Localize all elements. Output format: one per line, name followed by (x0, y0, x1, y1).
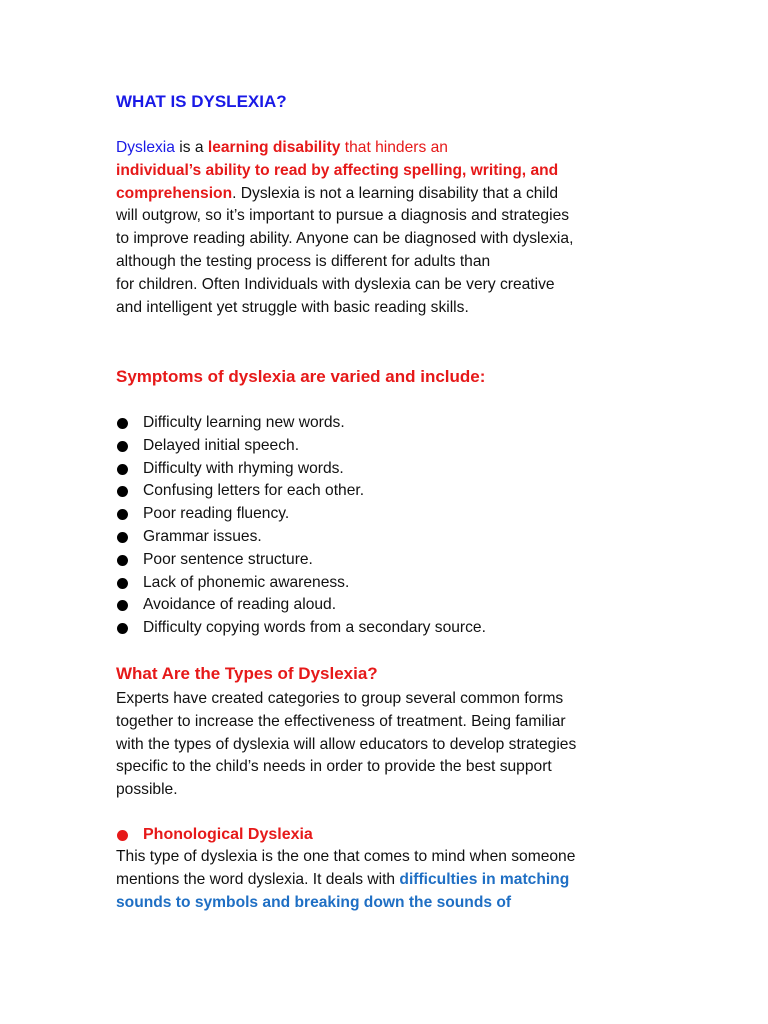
symptom-list (116, 412, 486, 640)
term-learning-disability: learning disability (207, 139, 341, 156)
intro-text: is a (174, 139, 208, 156)
phon-line-3: sounds to symbols and breaking down the sounds of (116, 893, 512, 911)
intro-text-red: that hinders an (340, 139, 448, 156)
intro-line-4: will outgrow, so it’s important to pursue a diagnosis and strategies (116, 207, 570, 225)
term-dyslexia: Dyslexia (116, 139, 175, 156)
symptoms-heading: Symptoms of dyslexia are varied and include: (116, 367, 486, 386)
list-item: Grammar issues. (116, 526, 486, 549)
intro-line-6: although the testing process is different for adults than (116, 252, 491, 270)
intro-line-7: for children. Often Individuals with dyslexia can be very creative (116, 275, 555, 293)
list-item: Difficulty with rhyming words. (116, 458, 486, 481)
bullet-icon (117, 578, 128, 589)
types-line-1: Experts have created categories to group several common forms (116, 690, 564, 707)
intro-line-3 (116, 183, 656, 206)
list-item: Lack of phonemic awareness. (116, 572, 486, 595)
highlight-text: difficulties in matching (399, 870, 570, 888)
types-paragraph (116, 688, 576, 802)
types-line-5: possible. (116, 781, 178, 799)
list-item: Poor sentence structure. (116, 549, 486, 572)
bullet-icon (117, 441, 128, 452)
types-line-2: together to increase the effectiveness of treatment. Being familiar (116, 712, 566, 730)
types-line-3: with the types of dyslexia will allow educators to develop strategies (116, 735, 577, 753)
list-item: Delayed initial speech. (116, 435, 486, 458)
term-comprehension: comprehension (116, 184, 233, 202)
phonological-heading: Phonological Dyslexia (116, 824, 313, 846)
intro-line-8: and intelligent yet struggle with basic reading skills. (116, 298, 469, 316)
bullet-icon (117, 486, 128, 497)
intro-line-1 (116, 137, 656, 160)
bullet-icon (117, 464, 128, 475)
bullet-icon (117, 623, 128, 634)
phon-line-1: This type of dyslexia is the one that comes to mind when someone (116, 848, 576, 865)
bullet-icon (117, 418, 128, 429)
list-item: Poor reading fluency. (116, 503, 486, 526)
list-item: Difficulty copying words from a secondary source. (116, 617, 486, 640)
intro-line-5: to improve reading ability. Anyone can be diagnosed with dyslexia, (116, 230, 574, 248)
intro-paragraph (116, 137, 656, 319)
types-line-4: specific to the child’s needs in order to provide the best support (116, 758, 552, 776)
intro-text: . Dyslexia is not a learning disability that a child (232, 184, 559, 202)
bullet-icon (117, 600, 128, 611)
list-item: Difficulty learning new words. (116, 412, 486, 435)
intro-line-2: individual’s ability to read by affecting spelling, writing, and (116, 161, 559, 179)
bullet-icon (117, 555, 128, 566)
phon-line-2: mentions the word dyslexia. It deals with difficulties in matching (116, 870, 570, 888)
list-item: Avoidance of reading aloud. (116, 594, 486, 617)
bullet-icon (117, 509, 128, 520)
page-title: WHAT IS DYSLEXIA? (116, 92, 287, 111)
phonological-paragraph (116, 846, 575, 914)
types-heading: What Are the Types of Dyslexia? (116, 664, 378, 683)
list-item: Confusing letters for each other. (116, 480, 486, 503)
bullet-icon (117, 830, 128, 841)
bullet-icon (117, 532, 128, 543)
